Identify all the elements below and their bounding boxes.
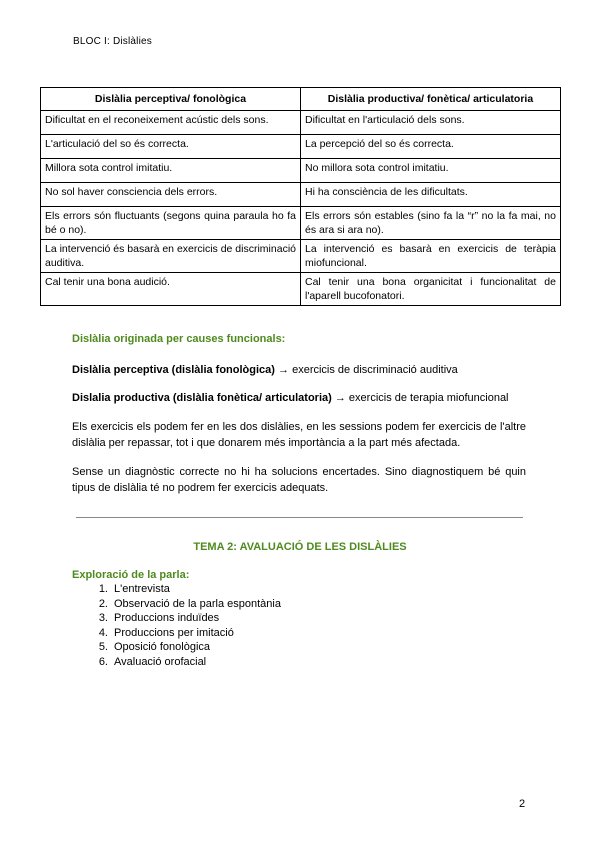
table-row xyxy=(41,273,561,306)
perceptive-exercise: exercicis de discriminació auditiva xyxy=(292,364,458,376)
perceptive-label: Dislàlia perceptiva (dislàlia fonològica) xyxy=(72,364,275,376)
productive-exercise-line xyxy=(72,390,526,406)
table-header-row xyxy=(41,88,561,111)
arrow-icon: → xyxy=(334,392,346,404)
table-cell: Cal tenir una bona organicitat i funcionalitat de l'aparell bucofonatori. xyxy=(301,273,561,306)
comparison-table xyxy=(40,87,561,306)
table-cell: No millora sota control imitatiu. xyxy=(301,159,561,183)
table-row xyxy=(41,183,561,207)
page-header: BLOC I: Dislàlies xyxy=(73,36,152,47)
list-item-number: 3. xyxy=(98,612,108,624)
arrow-icon: → xyxy=(278,364,290,376)
table-cell: La percepció del so és correcta. xyxy=(301,135,561,159)
table-cell: Els errors són fluctuants (segons quina paraula ho fa bé o no). xyxy=(41,207,301,240)
paragraph-diagnosis: Sense un diagnòstic correcte no hi ha solucions encertades. Sino diagnostiquem bé quin tipus de dislàlia té no podrem fer exercicis adequats. xyxy=(72,466,526,494)
list-item-number: 6. xyxy=(98,655,108,668)
functional-causes-title: Dislàlia originada per causes funcionals: xyxy=(72,333,286,345)
list-item-text: Produccions induïdes xyxy=(114,612,220,624)
table-cell: Els errors són estables (sino fa la “r” no la fa mai, no és ara si ara no). xyxy=(301,207,561,240)
column-header-perceptive: Dislàlia perceptiva/ fonològica xyxy=(41,88,301,111)
list-item xyxy=(88,597,281,612)
list-item xyxy=(88,626,281,641)
exploration-list xyxy=(88,582,281,669)
section-title: TEMA 2: AVALUACIÓ DE LES DISLÀLIES xyxy=(193,541,407,553)
table-cell: Millora sota control imitatiu. xyxy=(41,159,301,183)
table-row xyxy=(41,159,561,183)
table-cell: La intervenció és basarà en exercicis de discriminació auditiva. xyxy=(41,240,301,273)
list-item-number: 4. xyxy=(98,626,108,639)
table-cell: Hi ha consciència de les dificultats. xyxy=(301,183,561,207)
table-row xyxy=(41,135,561,159)
table-cell: Dificultat en el reconeixement acústic dels sons. xyxy=(41,111,301,135)
table-cell: La intervenció es basarà en exercicis de teràpia miofuncional. xyxy=(301,240,561,273)
list-item-text: Observació de la parla espontània xyxy=(114,597,281,610)
section-divider xyxy=(76,517,523,518)
list-item-number: 5. xyxy=(98,641,108,653)
table-cell: Dificultat en l'articulació dels sons. xyxy=(301,111,561,135)
productive-exercise: exercicis de terapia miofuncional xyxy=(348,392,509,404)
list-item xyxy=(88,655,281,670)
table-row xyxy=(41,207,561,240)
exploration-title: Exploració de la parla: xyxy=(72,569,190,581)
list-item-text: Produccions per imitació xyxy=(114,626,234,639)
paragraph-exercises: Els exercicis els podem fer en les dos dislàlies, en les sessions podem fer exercicis de l'altre dislàlia per repassar, tot i que donarem més importància a la part més afectada. xyxy=(72,421,526,449)
list-item-number: 1. xyxy=(98,583,108,595)
table-row xyxy=(41,240,561,273)
list-item xyxy=(88,582,281,597)
table-row xyxy=(41,111,561,135)
perceptive-exercise-line xyxy=(72,362,526,378)
productive-label: Dislalia productiva (dislàlia fonètica/ articulatoria) xyxy=(72,392,332,404)
page-number: 2 xyxy=(519,798,526,810)
table-cell: L'articulació del so és correcta. xyxy=(41,135,301,159)
list-item-text: Avaluació orofacial xyxy=(114,655,207,668)
list-item-text: Oposició fonològica xyxy=(114,641,211,653)
list-item xyxy=(88,611,281,626)
list-item xyxy=(88,640,281,655)
list-item-text: L'entrevista xyxy=(114,583,170,595)
column-header-productive: Dislàlia productiva/ fonètica/ articulatoria xyxy=(301,88,561,111)
table-cell: Cal tenir una bona audició. xyxy=(41,273,301,306)
list-item-number: 2. xyxy=(98,597,108,610)
table-cell: No sol haver consciencia dels errors. xyxy=(41,183,301,207)
